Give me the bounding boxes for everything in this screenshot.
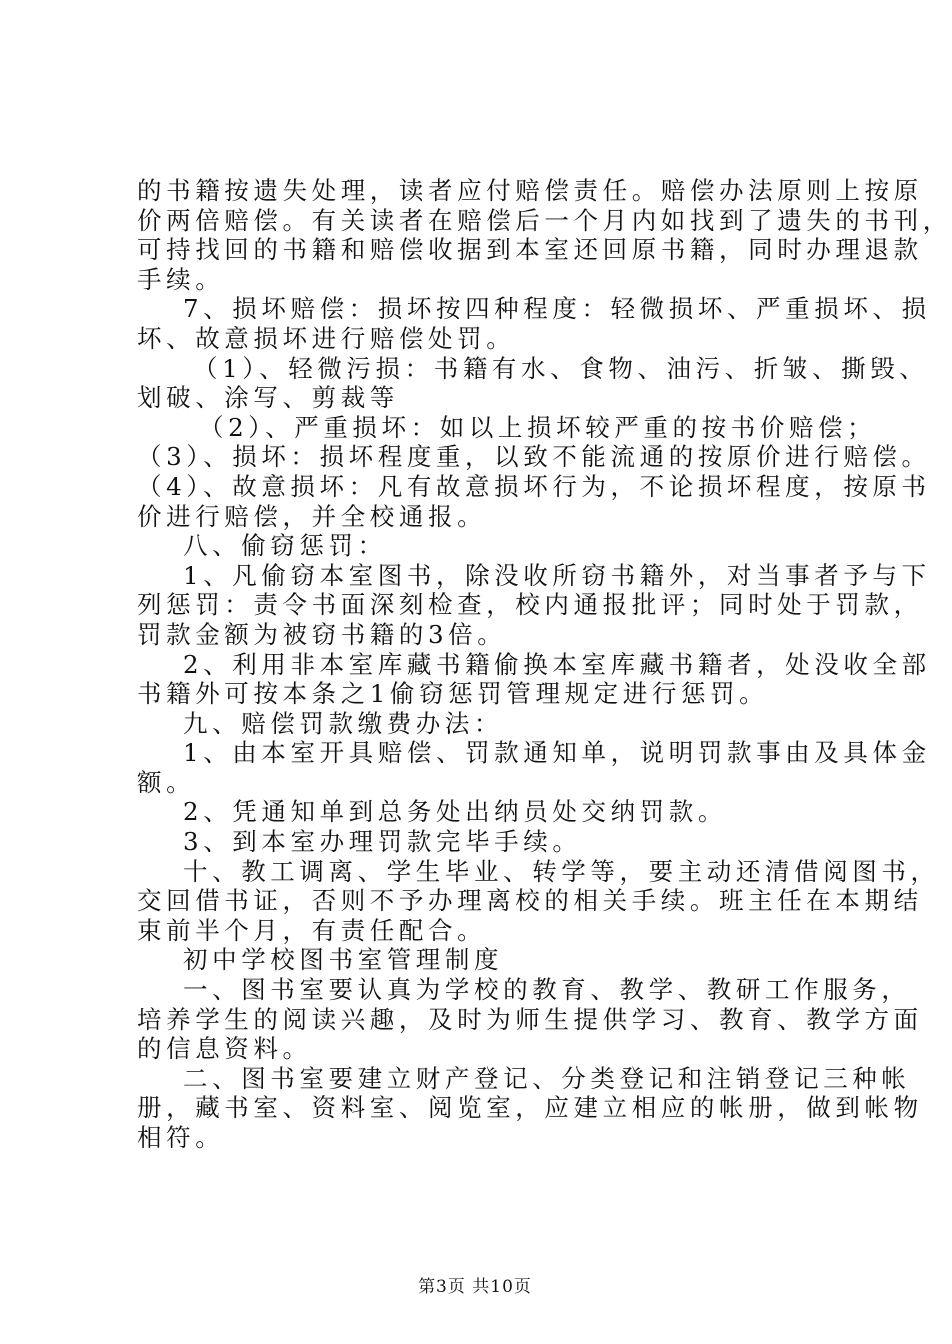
document-body xyxy=(137,176,952,1153)
text-line: 二、图书室要建立财产登记、分类登记和注销登记三种帐 xyxy=(183,1063,911,1093)
page-footer: 第3页 共10页 xyxy=(418,1277,532,1297)
text-line: 7、损坏赔偿：损坏按四种程度：轻微损坏、严重损坏、损 xyxy=(183,294,931,324)
text-line: 交回借书证，否则不予办理离校的相关手续。班主任在本期结 xyxy=(137,886,923,916)
text-line: 额。 xyxy=(137,767,196,797)
text-line: （1）、轻微污损：书籍有水、食物、油污、折皱、撕毁、 xyxy=(193,353,929,383)
text-line: 书籍外可按本条之1偷窃惩罚管理规定进行惩罚。 xyxy=(137,679,769,709)
text-line: 坏、故意损坏进行赔偿处罚。 xyxy=(137,323,516,353)
text-line: （4）、故意损坏：凡有故意损坏行为，不论损坏程度，按原书 xyxy=(137,471,931,501)
text-line: 罚款金额为被窃书籍的3倍。 xyxy=(137,619,507,649)
text-line: 3、到本室办理罚款完毕手续。 xyxy=(183,827,582,857)
text-line: 束前半个月，有责任配合。 xyxy=(137,915,487,945)
text-line: 培养学生的阅读兴趣，及时为师生提供学习、教育、教学方面 xyxy=(137,1004,923,1034)
text-line: 册，藏书室、资料室、阅览室，应建立相应的帐册，做到帐物 xyxy=(137,1093,923,1123)
text-line: 列惩罚：责令书面深刻检查，校内通报批评；同时处于罚款， xyxy=(137,590,923,620)
text-line: 价两倍赔偿。有关读者在赔偿后一个月内如找到了遗失的书刊， xyxy=(137,205,952,235)
text-line: 2、凭通知单到总务处出纳员处交纳罚款。 xyxy=(183,797,727,827)
text-line: 的书籍按遗失处理，读者应付赔偿责任。赔偿办法原则上按原 xyxy=(137,176,923,205)
section-heading: 九、赔偿罚款缴费办法： xyxy=(183,708,504,738)
text-line: 价进行赔偿，并全校通报。 xyxy=(137,501,487,531)
text-line: 1、凡偷窃本室图书，除没收所窃书籍外，对当事者予与下 xyxy=(183,560,931,590)
text-line: 划破、涂写、剪裁等 xyxy=(137,383,399,413)
text-line: 相符。 xyxy=(137,1123,225,1152)
text-line: 一、图书室要认真为学校的教育、教学、教研工作服务， xyxy=(183,975,911,1005)
text-line: 的信息资料。 xyxy=(137,1034,312,1064)
section-heading: 八、偷窃惩罚： xyxy=(183,531,387,561)
text-line: 十、教工调离、学生毕业、转学等，要主动还清借阅图书， xyxy=(183,856,940,886)
text-line: 1、由本室开具赔偿、罚款通知单，说明罚款事由及具体金 xyxy=(183,738,931,768)
text-line: 可持找回的书籍和赔偿收据到本室还回原书籍，同时办理退款 xyxy=(137,235,923,265)
text-line: （3）、损坏：损坏程度重，以致不能流通的按原价进行赔偿。 xyxy=(137,442,931,472)
text-line: 2、利用非本室库藏书籍偷换本室库藏书籍者，处没收全部 xyxy=(183,649,931,679)
text-line: 手续。 xyxy=(137,264,225,294)
text-line: （2）、严重损坏：如以上损坏较严重的按书价赔偿； xyxy=(199,412,877,442)
document-title: 初中学校图书室管理制度 xyxy=(183,945,504,975)
